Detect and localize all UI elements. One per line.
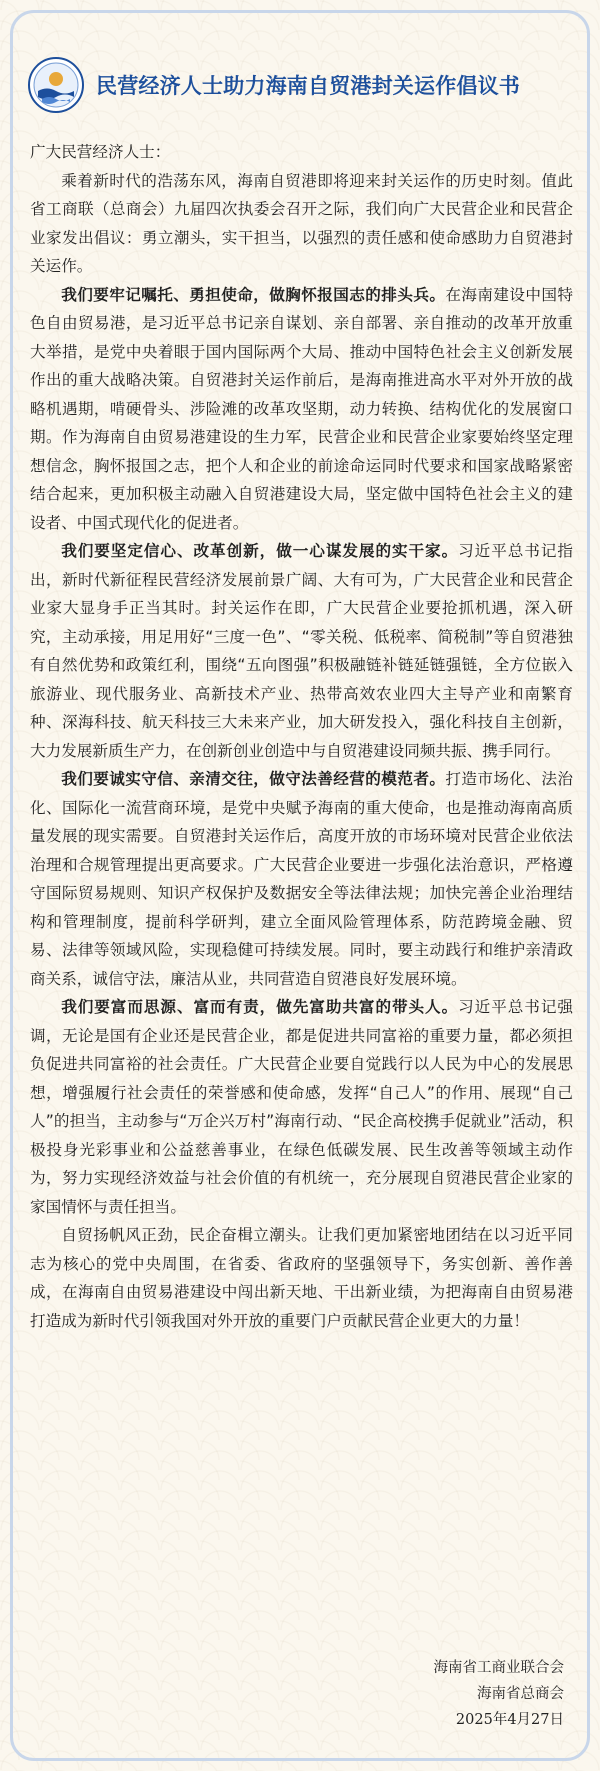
section-heading: 我们要诚实守信、亲清交往，做守法善经营的模范者。 — [61, 770, 446, 788]
salutation: 广大民营经济人士： — [30, 143, 171, 161]
section-text: 在海南建设中国特色自由贸易港，是习近平总书记亲自谋划、亲自部署、亲自推动的改革开放重大举措，是党中央着眼于国内国际两个大局、推动中国特色社会主义创新发展作出的重大战略决策。自贸港封关运作前后，是海南推进高水平对外开放的战略机遇期，啃硬骨头、涉险滩的改革攻坚期，动力转换、结构优化的发展窗口期。作为海南自由贸易港建设的生力军，民营企业和民营企业家要始终坚定理想信念，胸怀报国之志，把个人和企业的前途命运同时代要求和国家战略紧密结合起来，更加积极主动融入自贸港建设大局，坚定做中国特色社会主义的建设者、中国式现代化的促进者。 — [30, 285, 573, 532]
section-paragraph — [30, 765, 573, 993]
page-title: 民营经济人士助力海南自贸港封关运作倡议书 — [96, 73, 520, 98]
intro-paragraph: 乘着新时代的浩荡东风，海南自贸港即将迎来封关运作的历史时刻。值此省工商联（总商会）九届四次执委会召开之际，我们向广大民营企业和民营企业家发出倡议：勇立潮头，实干担当，以强烈的责任感和使命感助力自贸港封关运作。 — [30, 171, 573, 275]
section-paragraph — [30, 281, 573, 538]
section-paragraph — [30, 993, 573, 1221]
signature-org-2: 海南省总商会 — [477, 1686, 564, 1702]
section-text: 习近平总书记指出，新时代新征程民营经济发展前景广阔、大有可为，广大民营企业和民营企业家大显身手正当其时。封关运作在即，广大民营企业要抢抓机遇，深入研究，主动承接，用足用好“三度一色”、“零关税、低税率、简税制”等自贸港独有自然优势和政策红利，围绕“五向图强”积极融链补链延链强链，全方位嵌入旅游业、现代服务业、高新技术产业、热带高效农业四大主导产业和南繁育种、深海科技、航天科技三大未来产业，加大研发投入，强化科技自主创新，大力发展新质生产力，在创新创业创造中与自贸港建设同频共振、携手同行。 — [30, 542, 573, 760]
signature-org-1: 海南省工商业联合会 — [433, 1660, 564, 1676]
section-heading: 我们要富而思源、富而有责，做先富助共富的带头人。 — [61, 998, 459, 1016]
signature-date: 2025年4月27日 — [455, 1712, 564, 1728]
section-text: 打造市场化、法治化、国际化一流营商环境，是党中央赋予海南的重大使命，也是推动海南高质量发展的现实需要。自贸港封关运作后，高度开放的市场环境对民营企业依法治理和合规管理提出更高要求。广大民营企业要进一步强化法治意识，严格遵守国际贸易规则、知识产权保护及数据安全等法律法规；加快完善企业治理结构和管理制度，提前科学研判，建立全面风险管理体系，防范跨境金融、贸易、法律等领域风险，实现稳健可持续发展。同时，要主动践行和维护亲清政商关系，诚信守法，廉洁从业，共同营造自贸港良好发展环境。 — [30, 770, 573, 988]
section-paragraph — [30, 537, 573, 765]
signature-block — [434, 1655, 565, 1733]
letter-body — [30, 138, 573, 1335]
federation-emblem-icon — [28, 57, 84, 113]
section-heading: 我们要坚定信心、改革创新，做一心谋发展的实干家。 — [61, 542, 459, 560]
section-heading: 我们要牢记嘱托、勇担使命，做胸怀报国志的排头兵。 — [61, 285, 446, 304]
closing-paragraph: 自贸扬帆风正劲，民企奋楫立潮头。让我们更加紧密地团结在以习近平同志为核心的党中央周围，在省委、省政府的坚强领导下，务实创新、善作善成，在海南自由贸易港建设中闯出新天地、干出新业绩，为把海南自由贸易港打造成为新时代引领我国对外开放的重要门户贡献民营企业更大的力量！ — [30, 1226, 573, 1330]
section-text: 习近平总书记强调，无论是国有企业还是民营企业，都是促进共同富裕的重要力量，都必须担负促进共同富裕的社会责任。广大民营企业要自觉践行以人民为中心的发展思想，增强履行社会责任的荣誉感和使命感，发挥“自己人”的作用、展现“自己人”的担当，主动参与“万企兴万村”海南行动、“民企高校携手促就业”活动，积极投身光彩事业和公益慈善事业，在绿色低碳发展、民生改善等领域主动作为，努力实现经济效益与社会价值的有机统一，充分展现自贸港民营企业家的家国情怀与责任担当。 — [30, 998, 573, 1216]
document-header — [28, 55, 572, 115]
